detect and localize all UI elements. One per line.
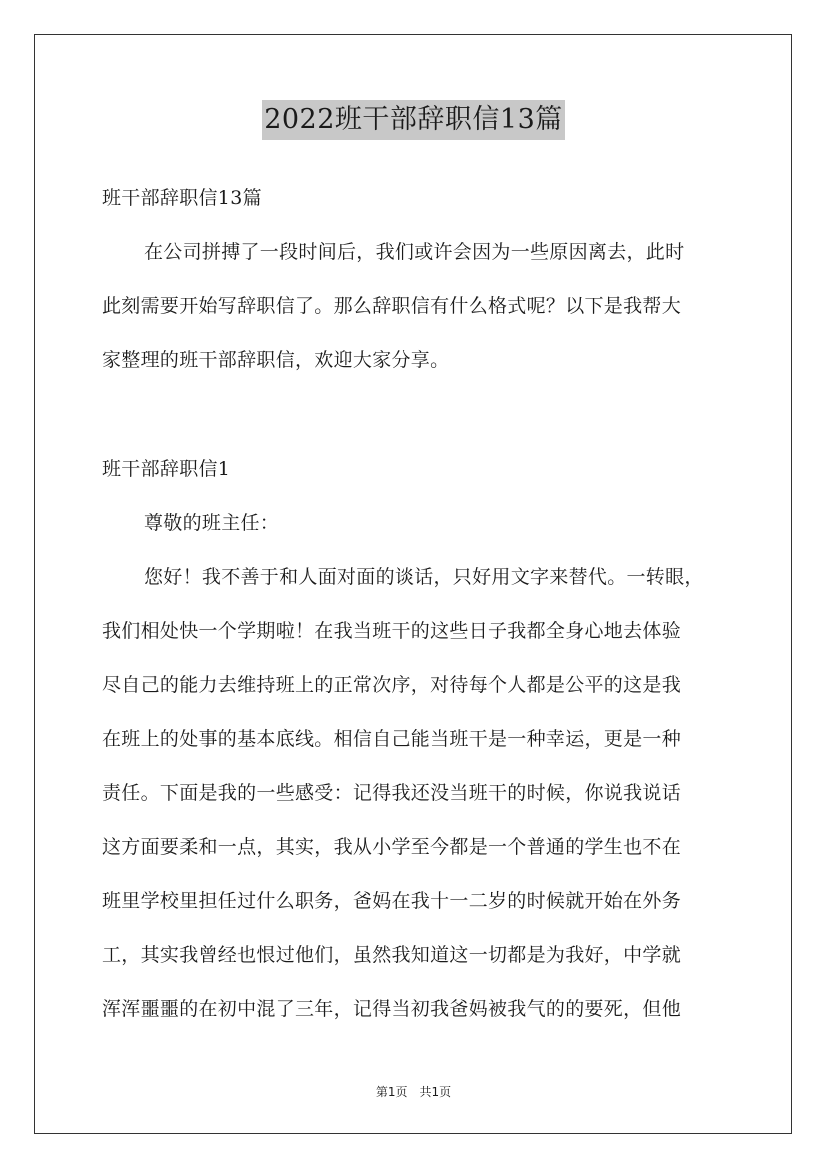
body-line-8: 工，其实我曾经也恨过他们，虽然我知道这一切都是为我好，中学就	[102, 944, 682, 966]
body-line-3: 尽自己的能力去维持班上的正常次序，对待每个人都是公平的这是我	[102, 674, 682, 696]
document-title: 2022班干部辞职信13篇	[262, 100, 565, 140]
subtitle: 班干部辞职信13篇	[102, 187, 262, 209]
salutation: 尊敬的班主任：	[144, 512, 280, 534]
body-line-6: 这方面要柔和一点，其实，我从小学至今都是一个普通的学生也不在	[102, 836, 682, 858]
intro-line-3: 家整理的班干部辞职信，欢迎大家分享。	[102, 349, 450, 371]
body-line-7: 班里学校里担任过什么职务，爸妈在我十一二岁的时候就开始在外务	[102, 890, 682, 912]
body-line-4: 在班上的处事的基本底线。相信自己能当班干是一种幸运，更是一种	[102, 728, 682, 750]
title-container	[0, 100, 827, 140]
section-heading: 班干部辞职信1	[102, 458, 231, 480]
body-line-1: 您好！我不善于和人面对面的谈话，只好用文字来替代。一转眼，	[144, 566, 704, 588]
page-footer: 第1页 共1页	[375, 1085, 452, 1099]
body-line-2: 我们相处快一个学期啦！在我当班干的这些日子我都全身心地去体验	[102, 620, 682, 642]
body-line-9: 浑浑噩噩的在初中混了三年，记得当初我爸妈被我气的的要死，但他	[102, 998, 682, 1020]
body-line-5: 责任。下面是我的一些感受：记得我还没当班干的时候，你说我说话	[102, 782, 682, 804]
intro-line-1: 在公司拼搏了一段时间后，我们或许会因为一些原因离去，此时	[144, 241, 685, 263]
intro-line-2: 此刻需要开始写辞职信了。那么辞职信有什么格式呢？以下是我帮大	[102, 295, 682, 317]
